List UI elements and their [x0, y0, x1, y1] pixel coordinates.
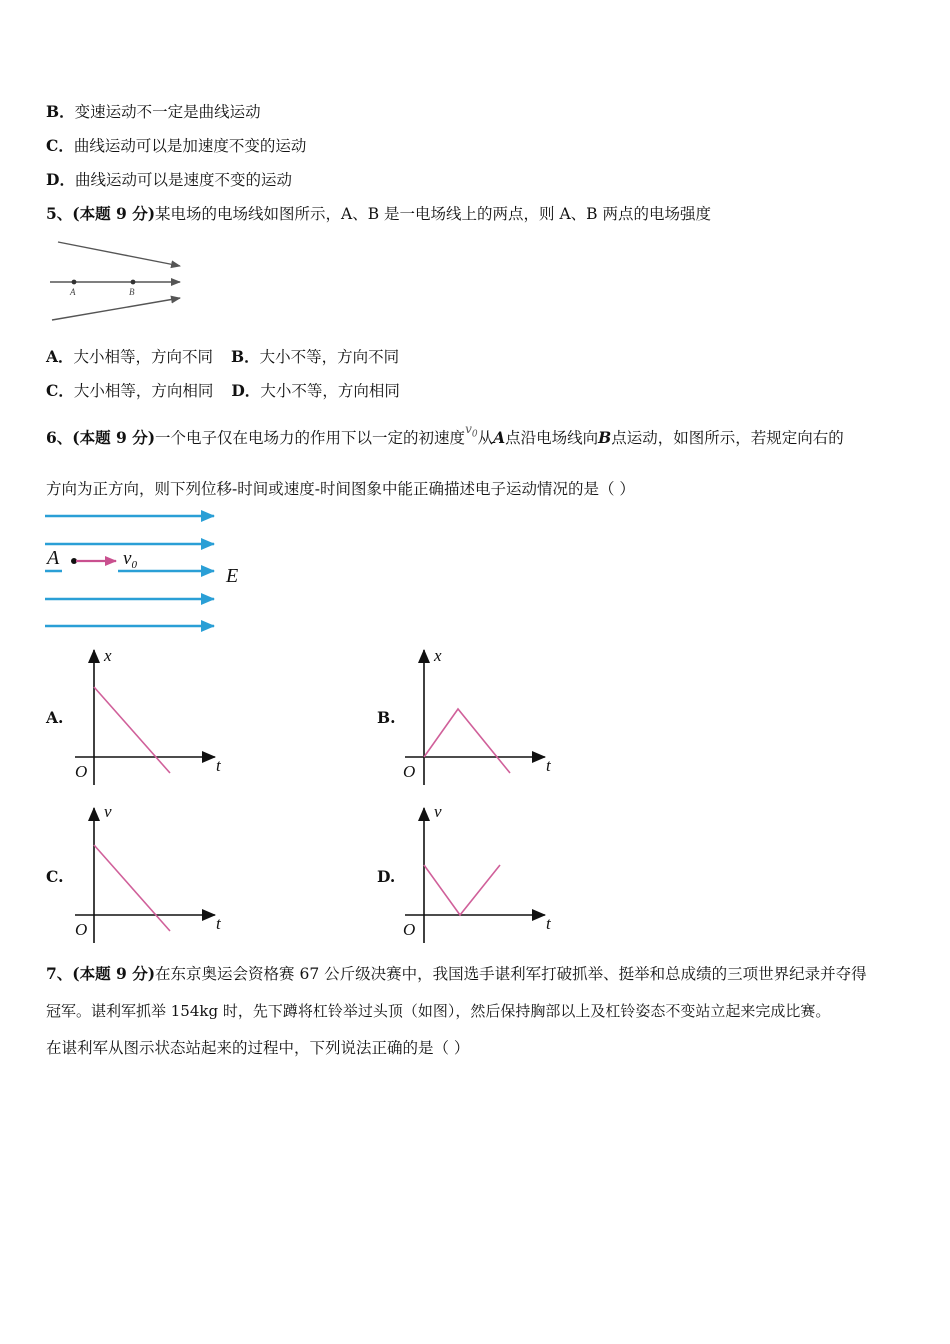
graph-a-label: A.: [46, 708, 64, 727]
graph-c-label: C.: [46, 867, 64, 886]
option-text: 大小不等，方向相同: [260, 382, 400, 400]
origin-label: O: [75, 920, 88, 939]
field-line-bottom: [52, 298, 180, 320]
point-b-ref: B: [598, 428, 612, 447]
q6-stem-line-2: [46, 479, 635, 499]
graph-d-label: D.: [377, 867, 396, 886]
x-axis-label: t: [216, 756, 221, 775]
question-number: 6、: [46, 428, 73, 447]
option-letter: C．: [46, 381, 74, 400]
point-a-dot: [72, 280, 77, 285]
point-b-label: B: [129, 287, 135, 297]
option-letter: B．: [46, 102, 75, 121]
option-letter: A．: [46, 347, 74, 366]
q5-options-row-2: [46, 381, 400, 401]
y-axis-label: x: [104, 646, 112, 665]
question-score: (本题 9 分): [72, 964, 156, 983]
field-label: E: [226, 565, 239, 587]
question-text: 在谌利军从图示状态站起来的过程中，下列说法正确的是（ ）: [46, 1039, 470, 1057]
q5-options-row-1: [46, 347, 399, 367]
option-text: 曲线运动可以是速度不变的运动: [74, 171, 292, 189]
question-text: 方向为正方向，则下列位移-时间或速度-时间图象中能正确描述电子运动情况的是（ ）: [46, 480, 635, 498]
q6-electric-field-figure: [44, 506, 264, 636]
point-b-dot: [131, 280, 136, 285]
question-number: 7、: [46, 964, 73, 983]
q5-field-line-figure: [46, 236, 186, 326]
graph-line: [424, 865, 500, 915]
question-number: 5、: [46, 204, 73, 223]
question-score: (本题 9 分): [72, 204, 156, 223]
y-axis-label: x: [434, 646, 442, 665]
q6-stem-line-1: 6、(本题 9 分)一个电子仅在电场力的作用下以一定的初速度$^{v_0}$从A点沿电场线向B点运动，如图所示，若规定向右的: [46, 422, 844, 447]
option-text: 变速运动不一定是曲线运动: [74, 103, 261, 121]
q7-stem-line-1: [46, 964, 867, 984]
velocity-label: $v_0$: [123, 548, 137, 571]
option-text: 大小相等，方向相同: [73, 382, 214, 400]
origin-label: O: [75, 762, 88, 781]
graph-c: [70, 803, 230, 948]
option-letter: C．: [46, 136, 74, 155]
q7-stem-line-2: [46, 1001, 830, 1021]
q4-option-b: [46, 102, 261, 122]
v0-symbol: v0: [465, 422, 478, 440]
field-line-top: [58, 242, 180, 266]
q5-stem: [46, 204, 711, 224]
graph-line: [94, 687, 170, 773]
y-axis-label: v: [434, 802, 442, 821]
point-a-ref: A: [493, 428, 506, 447]
graph-b-label: B.: [377, 708, 396, 727]
origin-label: O: [403, 762, 416, 781]
option-text: 曲线运动可以是加速度不变的运动: [73, 137, 307, 155]
question-text: 某电场的电场线如图所示，A、B 是一电场线上的两点，则 A、B 两点的电场强度: [155, 205, 711, 223]
q7-stem-line-3: [46, 1038, 469, 1058]
question-score: (本题 9 分): [72, 428, 156, 447]
x-axis-label: t: [546, 914, 551, 933]
x-axis-label: t: [216, 914, 221, 933]
origin-label: O: [403, 920, 416, 939]
y-axis-label: v: [104, 802, 112, 821]
point-a-label: A: [70, 287, 76, 297]
graph-b: [400, 645, 560, 790]
x-axis-label: t: [546, 756, 551, 775]
question-text: 一个电子仅在电场力的作用下以一定的初速度: [155, 429, 466, 447]
graph-a: [70, 645, 230, 790]
option-letter: B．: [231, 347, 260, 366]
option-letter: D．: [46, 170, 75, 189]
option-text: 大小相等，方向不同: [73, 348, 214, 366]
graph-d: [400, 803, 560, 948]
point-a-label: A: [47, 547, 60, 569]
q4-option-c: [46, 136, 306, 156]
q4-option-d: [46, 170, 292, 190]
graph-line: [94, 845, 170, 931]
question-text: 冠军。谌利军抓举 154kg 时，先下蹲将杠铃举过头顶（如图），然后保持胸部以上及杠铃姿态不变站立起来完成比赛。: [46, 1002, 831, 1020]
question-text: 在东京奥运会资格赛 67 公斤级决赛中，我国选手谌利军打破抓举、挺举和总成绩的三项世界纪录并夺得: [155, 965, 867, 983]
option-text: 大小不等，方向不同: [259, 348, 400, 366]
option-letter: D．: [231, 381, 261, 400]
graph-line: [424, 709, 510, 773]
